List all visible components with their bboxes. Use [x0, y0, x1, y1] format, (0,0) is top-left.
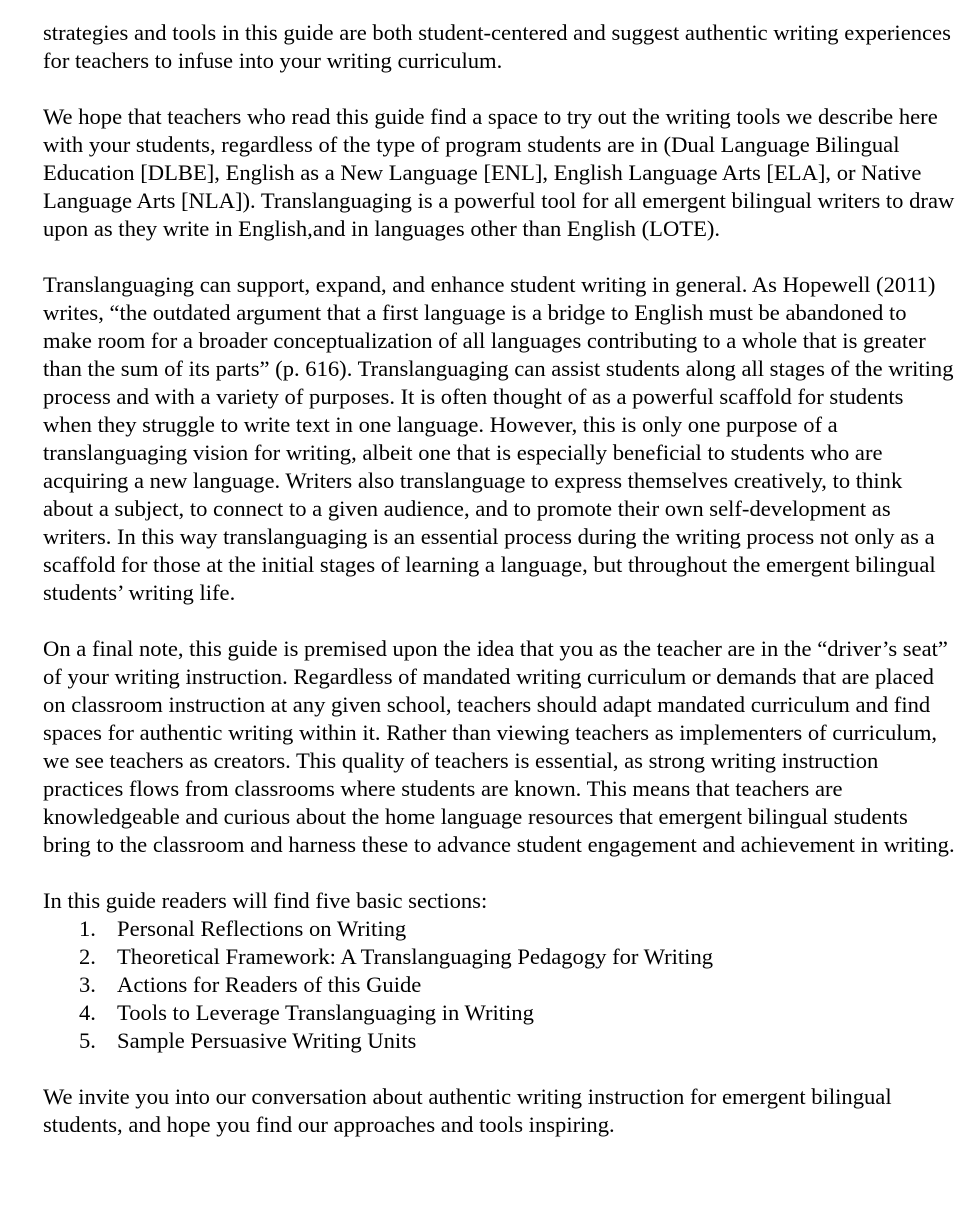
list-item-label: Tools to Leverage Translanguaging in Writing [117, 1000, 534, 1025]
list-item [43, 943, 958, 971]
list-item-label: Sample Persuasive Writing Units [117, 1028, 417, 1053]
paragraph-final-note: On a final note, this guide is premised upon the idea that you as the teacher are in the “driver’s seat” of your writing instruction. Regardless of mandated writing curriculum or demands that are placed on classroom instruction at any given school, teachers should adapt mandated curriculum and find spaces for authentic writing within it. Rather than viewing teachers as implementers of curriculum, we see teachers as creators. This quality of teachers is essential, as strong writing instruction practices flows from classrooms where students are known. This means that teachers are knowledgeable and curious about the home language resources that emergent bilingual students bring to the classroom and harness these to advance student engagement and achievement in writing. [43, 636, 955, 857]
list-item [43, 915, 958, 943]
list-item-label: Personal Reflections on Writing [117, 916, 407, 941]
sections-list [43, 915, 958, 1055]
list-item-label: Actions for Readers of this Guide [117, 972, 422, 997]
paragraph-translanguaging-support: Translanguaging can support, expand, and enhance student writing in general. As Hopewell (2011) writes, “the outdated argument that a first language is a bridge to English must be abandoned to make room for a broader conceptualization of all languages contributing to a whole that is greater than the sum of its parts” (p. 616). Translanguaging can assist students along all stages of the writing process and with a variety of purposes. It is often thought of as a powerful scaffold for students when they struggle to write text in one language. However, this is only one purpose of a translanguaging vision for writing, albeit one that is especially beneficial to students who are acquiring a new language. Writers also translanguage to express themselves creatively, to think about a subject, to connect to a given audience, and to promote their own self-development as writers. In this way translanguaging is an essential process during the writing process not only as a scaffold for those at the initial stages of learning a language, but throughout the emergent bilingual students’ writing life. [43, 272, 954, 605]
list-item-number: 4. [79, 1000, 96, 1025]
sections-list-intro: In this guide readers will find five basic sections: [43, 888, 488, 913]
paragraph-program-types: We hope that teachers who read this guide find a space to try out the writing tools we describe here with your students, regardless of the type of program students are in (Dual Language Bilingual Education [DLBE], English as a New Language [ENL], English Language Arts [ELA], or Native Language Arts [NLA]). Translanguaging is a powerful tool for all emergent bilingual writers to draw upon as they write in English,and in languages other than English (LOTE). [43, 104, 955, 241]
list-item-number: 1. [79, 916, 96, 941]
list-item [43, 971, 958, 999]
paragraph-intro-continuation: strategies and tools in this guide are both student-centered and suggest authentic writing experiences for teachers to infuse into your writing curriculum. [43, 20, 951, 73]
paragraph-closing: We invite you into our conversation about authentic writing instruction for emergent bilingual students, and hope you find our approaches and tools inspiring. [43, 1084, 892, 1137]
list-item-number: 5. [79, 1028, 96, 1053]
list-item-number: 3. [79, 972, 96, 997]
list-item [43, 999, 958, 1027]
document-page [43, 19, 958, 1167]
list-item-number: 2. [79, 944, 96, 969]
list-item [43, 1027, 958, 1055]
list-item-label: Theoretical Framework: A Translanguaging Pedagogy for Writing [117, 944, 714, 969]
